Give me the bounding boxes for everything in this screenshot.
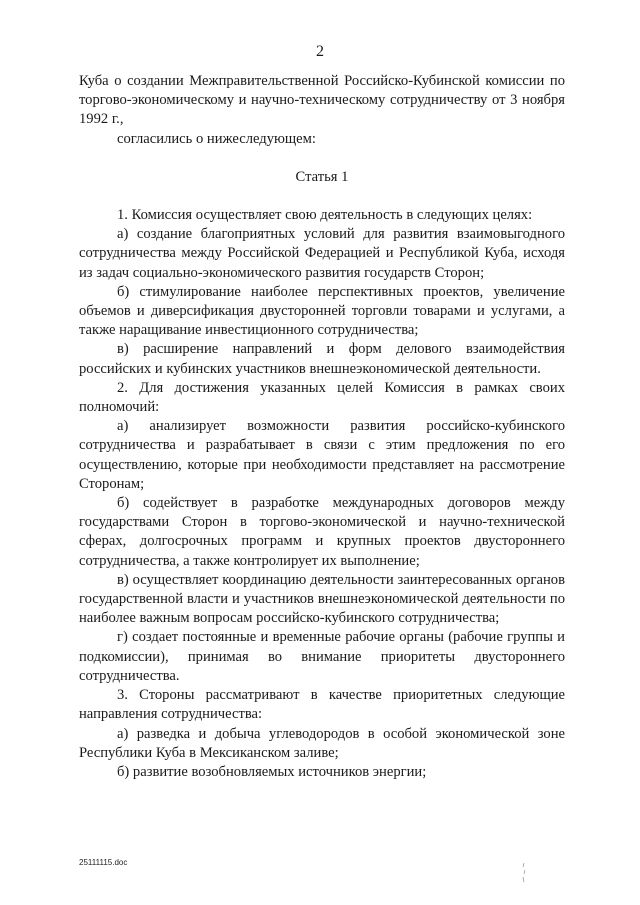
paragraph-item-1b: б) стимулирование наиболее перспективных проектов, увеличение объемов и диверсификация двусторонней торговли товарами и услугами, а также наращивание инвестиционного сотрудничества; — [79, 283, 565, 339]
paragraph-item-3a: а) разведка и добыча углеводородов в особой экономической зоне Республики Куба в Мексиканском заливе; — [79, 725, 565, 761]
paragraph-item-1: 1. Комиссия осуществляет свою деятельность в следующих целях: — [117, 207, 533, 224]
paragraph-item-3b: б) развитие возобновляемых источников энергии; — [117, 763, 427, 780]
paragraph-preamble: Куба о создании Межправительственной Российско-Кубинской комиссии по торгово-экономическому и научно-техническому сотрудничеству от 3 ноября 1992 г., — [79, 73, 565, 128]
footer-filename: 25111115.doc — [79, 858, 128, 867]
paragraph-item-2d: г) создает постоянные и временные рабочие органы (рабочие группы и подкомиссии), принимая во внимание приоритеты двустороннего сотрудничества. — [79, 629, 565, 684]
paragraph-item-2a: а) анализирует возможности развития российско-кубинского сотрудничества и разрабатывает в связи с этим предложения по его осуществлению, которые при необходимости представляет на рассмотрение Сторонам; — [79, 418, 565, 492]
scan-mark-icon — [520, 862, 528, 884]
paragraph-item-3: 3. Стороны рассматривают в качестве приоритетных следующие направления сотрудничества: — [79, 687, 565, 723]
paragraph-agreed: согласились о нижеследующем: — [117, 130, 316, 147]
paragraph-item-1c: в) расширение направлений и форм делового взаимодействия российских и кубинских участников внешнеэкономической деятельности. — [79, 341, 565, 377]
paragraph-item-1a: а) создание благоприятных условий для развития взаимовыгодного сотрудничества между Российской Федерацией и Республикой Куба, исходя из задач социально-экономического развития государств Сторон; — [79, 226, 565, 281]
document-body — [79, 72, 565, 782]
paragraph-item-2: 2. Для достижения указанных целей Комиссия в рамках своих полномочий: — [79, 379, 565, 416]
article-heading: Статья 1 — [295, 168, 349, 185]
paragraph-item-2b: б) содействует в разработке международных договоров между государствами Сторон в торгово-экономической и научно-технической сферах, долгосрочных программ и крупных проектов двустороннего сотрудничества, а также контролирует их выполнение; — [79, 495, 565, 569]
paragraph-item-2c: в) осуществляет координацию деятельности заинтересованных органов государственной власти и участников внешнеэкономической деятельности по наиболее важным вопросам российско-кубинского сотрудничества; — [79, 571, 565, 627]
page-number: 2 — [316, 43, 324, 60]
